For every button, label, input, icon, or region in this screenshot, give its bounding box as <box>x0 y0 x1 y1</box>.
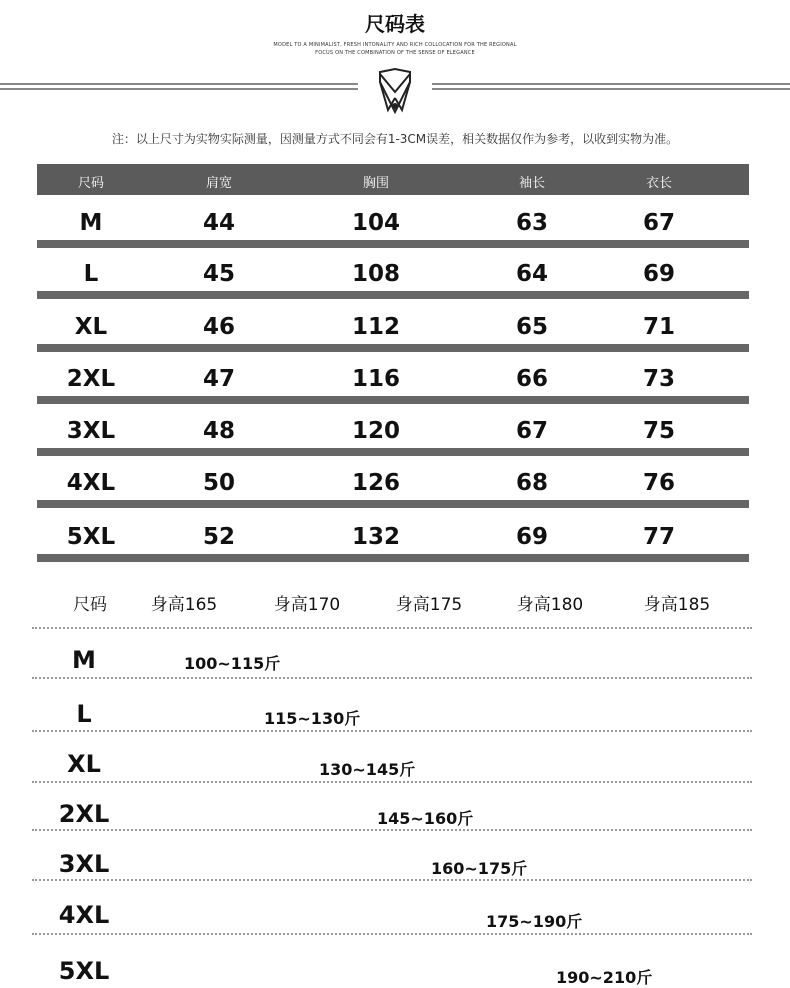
header-size: 尺码 <box>77 176 105 191</box>
weight-row-size: XL <box>67 750 101 778</box>
height-header-size: 尺码 <box>73 595 107 615</box>
height-header-165: 身高165 <box>150 595 218 615</box>
cell-chest: 104 <box>351 210 401 236</box>
header-length: 衣长 <box>645 176 673 191</box>
row-divider <box>37 344 749 352</box>
dotted-divider <box>32 730 752 732</box>
cell-length: 67 <box>642 210 676 236</box>
cell-size: 4XL <box>66 470 116 496</box>
dotted-divider <box>32 781 752 783</box>
header-sleeve: 袖长 <box>518 176 546 191</box>
height-header-180: 身高180 <box>516 595 584 615</box>
cell-length: 75 <box>642 418 676 444</box>
dotted-divider <box>32 677 752 679</box>
cell-chest: 126 <box>351 470 401 496</box>
measurement-note: 注：以上尺寸为实物实际测量，因测量方式不同会有1-3CM误差，相关数据仅作为参考，以收到实物为准。 <box>111 132 679 146</box>
table-row <box>37 406 749 456</box>
table-row <box>37 512 749 562</box>
weight-row-size: M <box>72 646 96 674</box>
dotted-divider <box>32 829 752 831</box>
cell-sleeve: 66 <box>515 366 549 392</box>
row-divider <box>37 291 749 299</box>
cell-shoulder: 44 <box>202 210 236 236</box>
header-chest: 胸围 <box>362 176 390 191</box>
weight-range: 160~175斤 <box>431 859 528 878</box>
table-row <box>37 249 749 299</box>
table-row <box>37 354 749 404</box>
weight-row-size: 3XL <box>58 850 110 878</box>
cell-size: L <box>83 261 99 287</box>
row-divider <box>37 396 749 404</box>
height-header-185: 身高185 <box>643 595 711 615</box>
cell-shoulder: 50 <box>202 470 236 496</box>
subtitle-line-2: FOCUS ON THE COMBINATION OF THE SENSE OF ELEGANCE <box>315 50 475 56</box>
weight-row-size: 2XL <box>58 800 110 828</box>
cell-chest: 116 <box>351 366 401 392</box>
cell-size: XL <box>74 314 108 340</box>
cell-chest: 120 <box>351 418 401 444</box>
height-header-170: 身高170 <box>273 595 341 615</box>
table-row <box>37 302 749 352</box>
row-divider <box>37 500 749 508</box>
weight-range: 100~115斤 <box>184 654 281 673</box>
cell-chest: 108 <box>351 261 401 287</box>
cell-shoulder: 46 <box>202 314 236 340</box>
page-title: 尺码表 <box>365 12 425 36</box>
cell-shoulder: 47 <box>202 366 236 392</box>
divider-lines-right <box>432 84 790 89</box>
cell-shoulder: 52 <box>202 524 236 550</box>
weight-range: 130~145斤 <box>319 760 416 779</box>
row-divider <box>37 240 749 248</box>
cell-length: 73 <box>642 366 676 392</box>
cell-shoulder: 45 <box>202 261 236 287</box>
height-header-175: 身高175 <box>395 595 463 615</box>
cell-chest: 132 <box>351 524 401 550</box>
table-row <box>37 458 749 508</box>
shirt-collar-icon <box>380 69 410 112</box>
weight-range: 175~190斤 <box>486 912 583 931</box>
weight-range: 145~160斤 <box>377 809 474 828</box>
weight-row-size: 5XL <box>58 957 110 985</box>
weight-range: 115~130斤 <box>264 709 361 728</box>
cell-sleeve: 67 <box>515 418 549 444</box>
cell-size: 3XL <box>66 418 116 444</box>
divider-lines-left <box>0 84 358 89</box>
cell-size: M <box>79 210 103 236</box>
cell-size: 5XL <box>66 524 116 550</box>
weight-row-size: 4XL <box>58 901 110 929</box>
weight-row-size: L <box>76 700 92 728</box>
row-divider <box>37 554 749 562</box>
cell-size: 2XL <box>66 366 116 392</box>
table-row <box>37 198 749 248</box>
cell-sleeve: 69 <box>515 524 549 550</box>
cell-chest: 112 <box>351 314 401 340</box>
subtitle-line-1: MODEL TO A MINIMALIST, FRESH INTONALITY AND RICH COLLOCATION FOR THE REGIONAL <box>273 42 517 48</box>
dotted-divider <box>32 933 752 935</box>
cell-length: 71 <box>642 314 676 340</box>
cell-length: 69 <box>642 261 676 287</box>
cell-length: 76 <box>642 470 676 496</box>
collar-divider <box>0 62 790 122</box>
cell-shoulder: 48 <box>202 418 236 444</box>
cell-sleeve: 63 <box>515 210 549 236</box>
cell-length: 77 <box>642 524 676 550</box>
cell-sleeve: 68 <box>515 470 549 496</box>
size-table-header <box>37 164 749 195</box>
header-shoulder: 肩宽 <box>205 176 233 191</box>
weight-range: 190~210斤 <box>556 968 653 987</box>
cell-sleeve: 65 <box>515 314 549 340</box>
cell-sleeve: 64 <box>515 261 549 287</box>
row-divider <box>37 448 749 456</box>
dotted-divider <box>32 879 752 881</box>
dotted-divider <box>32 627 752 629</box>
